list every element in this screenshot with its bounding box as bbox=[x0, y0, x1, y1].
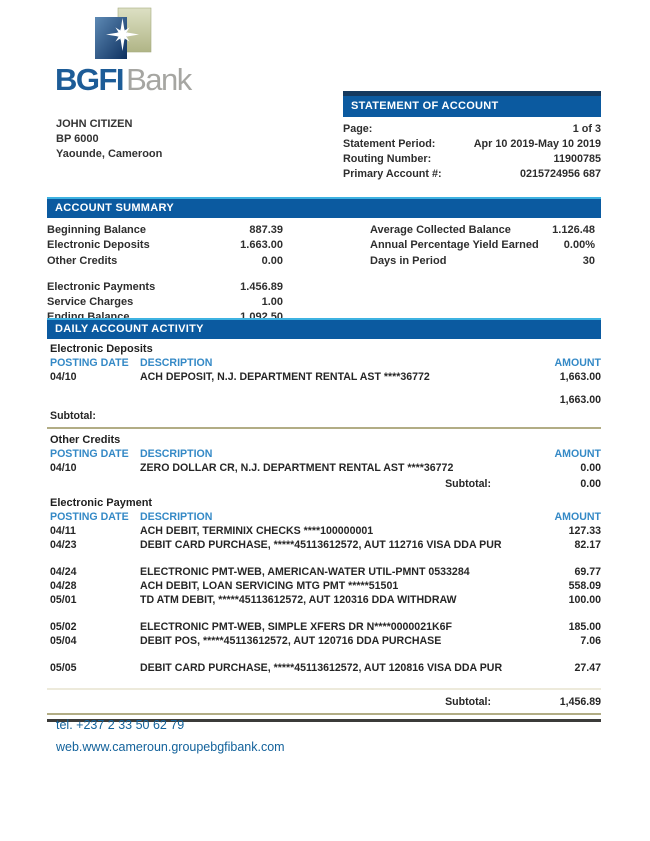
transaction-row bbox=[47, 538, 601, 552]
transaction-description: DEBIT CARD PURCHASE, *****45113612572, AUT 112716 VISA DDA PUR bbox=[140, 539, 502, 551]
transaction-description: ELECTRONIC PMT-WEB, SIMPLE XFERS DR N****0000021K6F bbox=[140, 621, 452, 633]
transaction-description: ELECTRONIC PMT-WEB, AMERICAN-WATER UTIL-PMNT 0533284 bbox=[140, 566, 470, 578]
col-amount: AMOUNT bbox=[554, 448, 601, 460]
col-posting-date: POSTING DATE bbox=[50, 357, 129, 369]
summary-value: 30 bbox=[582, 254, 595, 267]
statement-box-title-bar bbox=[343, 91, 601, 117]
summary-value: 887.39 bbox=[249, 224, 283, 236]
transaction-date: 05/02 bbox=[50, 621, 77, 633]
subtotal-row bbox=[47, 688, 601, 715]
summary-label: Other Credits bbox=[47, 254, 118, 267]
summary-row bbox=[47, 223, 283, 238]
info-value: 11900785 bbox=[553, 153, 601, 165]
transaction-date: 04/23 bbox=[50, 539, 77, 551]
info-row-page bbox=[343, 122, 601, 137]
summary-value: 0.00% bbox=[563, 239, 595, 252]
summary-label: Service Charges bbox=[47, 296, 134, 309]
transaction-row bbox=[47, 370, 601, 384]
summary-value: 1.00 bbox=[261, 296, 283, 309]
transaction-date: 05/05 bbox=[50, 662, 77, 674]
daily-activity-section bbox=[47, 318, 601, 722]
transaction-date: 04/28 bbox=[50, 580, 77, 592]
transaction-amount: 127.33 bbox=[568, 525, 601, 537]
summary-left-column bbox=[47, 223, 283, 326]
subtotal-label: Subtotal: bbox=[47, 407, 601, 429]
summary-row bbox=[47, 295, 283, 310]
footer-contact-block bbox=[56, 714, 285, 758]
footer-web: web.www.cameroun.groupebgfibank.com bbox=[56, 740, 285, 754]
brand-name-primary: BGFI bbox=[55, 62, 124, 97]
transaction-row bbox=[47, 634, 601, 648]
transaction-date: 05/04 bbox=[50, 635, 77, 647]
recipient-name: JOHN CITIZEN bbox=[56, 118, 133, 130]
brand-name-secondary: Bank bbox=[126, 62, 191, 97]
summary-value: 1.126.48 bbox=[552, 224, 595, 236]
info-row-routing-number bbox=[343, 152, 601, 167]
transaction-row bbox=[47, 524, 601, 538]
transaction-date: 04/10 bbox=[50, 462, 77, 474]
transaction-row bbox=[47, 461, 601, 475]
subtotal-row bbox=[47, 477, 601, 491]
bgfi-logo bbox=[93, 6, 155, 62]
transaction-amount: 185.00 bbox=[568, 621, 601, 633]
column-header-row bbox=[47, 447, 601, 461]
summary-label: Average Collected Balance bbox=[370, 224, 511, 236]
statement-box-title: STATEMENT OF ACCOUNT bbox=[351, 100, 499, 112]
transaction-amount: 558.09 bbox=[568, 580, 601, 592]
daily-activity-title: DAILY ACCOUNT ACTIVITY bbox=[55, 323, 204, 335]
summary-value: 1.663.00 bbox=[240, 239, 283, 252]
info-label: Statement Period: bbox=[343, 138, 436, 150]
transaction-amount: 69.77 bbox=[574, 566, 601, 578]
footer-tel: tel. +237 2 33 50 62 79 bbox=[56, 718, 185, 732]
info-label: Page: bbox=[343, 123, 373, 135]
column-header-row bbox=[47, 510, 601, 524]
transaction-date: 04/24 bbox=[50, 566, 77, 578]
summary-label: Electronic Payments bbox=[47, 280, 156, 293]
subsection-electronic-payment-heading: Electronic Payment bbox=[50, 497, 153, 509]
summary-row bbox=[370, 254, 595, 269]
transaction-amount: 82.17 bbox=[574, 539, 601, 551]
info-label: Routing Number: bbox=[343, 153, 432, 165]
col-amount: AMOUNT bbox=[554, 357, 601, 369]
daily-activity-title-bar bbox=[47, 318, 601, 339]
col-amount: AMOUNT bbox=[554, 511, 601, 523]
brand-wordmark bbox=[55, 62, 191, 98]
transaction-date: 04/10 bbox=[50, 371, 77, 383]
transaction-amount: 100.00 bbox=[568, 594, 601, 606]
summary-spacer bbox=[47, 269, 283, 280]
transaction-date: 05/01 bbox=[50, 594, 77, 606]
summary-label: Beginning Balance bbox=[47, 224, 147, 236]
recipient-address-block bbox=[56, 117, 162, 162]
info-label: Primary Account #: bbox=[343, 168, 442, 180]
summary-label: Annual Percentage Yield Earned bbox=[370, 239, 539, 252]
info-row-statement-period bbox=[343, 137, 601, 152]
transaction-amount: 0.00 bbox=[580, 462, 601, 474]
transaction-row bbox=[47, 593, 601, 607]
transaction-row bbox=[47, 661, 601, 675]
transaction-description: TD ATM DEBIT, *****45113612572, AUT 120316 DDA WITHDRAW bbox=[140, 594, 457, 606]
statement-info-rows bbox=[343, 122, 601, 182]
summary-right-column bbox=[370, 223, 601, 326]
transaction-row bbox=[47, 565, 601, 579]
summary-row bbox=[47, 280, 283, 295]
subsection-electronic-deposits-heading: Electronic Deposits bbox=[50, 343, 153, 355]
summary-label: Electronic Deposits bbox=[47, 239, 150, 252]
summary-value: 0.00 bbox=[261, 254, 283, 267]
transaction-amount: 27.47 bbox=[574, 662, 601, 674]
transaction-date: 04/11 bbox=[50, 525, 76, 537]
subtotal-label: Subtotal: bbox=[445, 478, 491, 490]
summary-label: Days in Period bbox=[370, 254, 447, 267]
subtotal-amount: 0.00 bbox=[580, 478, 601, 490]
col-description: DESCRIPTION bbox=[140, 448, 213, 460]
transaction-description: ACH DEBIT, TERMINIX CHECKS ****100000001 bbox=[140, 525, 374, 537]
recipient-address-line1: BP 6000 bbox=[56, 133, 99, 145]
col-posting-date: POSTING DATE bbox=[50, 511, 129, 523]
transaction-description: ACH DEBIT, LOAN SERVICING MTG PMT *****51501 bbox=[140, 580, 399, 592]
transaction-amount: 7.06 bbox=[580, 635, 601, 647]
transaction-description: DEBIT POS, *****45113612572, AUT 120716 DDA PURCHASE bbox=[140, 635, 442, 647]
recipient-address-line2: Yaounde, Cameroon bbox=[56, 148, 163, 160]
summary-row bbox=[370, 238, 595, 253]
transaction-description: ZERO DOLLAR CR, N.J. DEPARTMENT RENTAL AST ****36772 bbox=[140, 462, 454, 474]
statement-info-box bbox=[343, 91, 601, 182]
info-value: 0215724956 687 bbox=[519, 168, 601, 180]
account-summary-body bbox=[47, 223, 601, 326]
summary-row bbox=[47, 238, 283, 253]
account-summary-title-bar bbox=[47, 197, 601, 218]
col-description: DESCRIPTION bbox=[140, 357, 213, 369]
summary-row bbox=[370, 223, 595, 238]
info-value: Apr 10 2019-May 10 2019 bbox=[473, 138, 601, 150]
subtotal-label: Subtotal: bbox=[445, 696, 491, 708]
info-value: 1 of 3 bbox=[572, 123, 601, 135]
subsection-other-credits-heading: Other Credits bbox=[50, 434, 121, 446]
col-posting-date: POSTING DATE bbox=[50, 448, 129, 460]
account-summary-section bbox=[47, 197, 601, 326]
summary-row bbox=[47, 254, 283, 269]
transaction-amount: 1,663.00 bbox=[559, 371, 601, 383]
column-header-row bbox=[47, 356, 601, 370]
transaction-description: DEBIT CARD PURCHASE, *****45113612572, AUT 120816 VISA DDA PUR bbox=[140, 662, 503, 674]
summary-value: 1.456.89 bbox=[240, 280, 283, 293]
subtotal-amount: 1,456.89 bbox=[559, 696, 601, 708]
transaction-description: ACH DEPOSIT, N.J. DEPARTMENT RENTAL AST ****36772 bbox=[140, 371, 430, 383]
transaction-row bbox=[47, 620, 601, 634]
transaction-row bbox=[47, 579, 601, 593]
subtotal-row-inner bbox=[47, 695, 601, 709]
col-description: DESCRIPTION bbox=[140, 511, 213, 523]
info-row-primary-account bbox=[343, 167, 601, 182]
subtotal-amount: 1,663.00 bbox=[559, 394, 601, 406]
account-summary-title: ACCOUNT SUMMARY bbox=[55, 202, 174, 214]
